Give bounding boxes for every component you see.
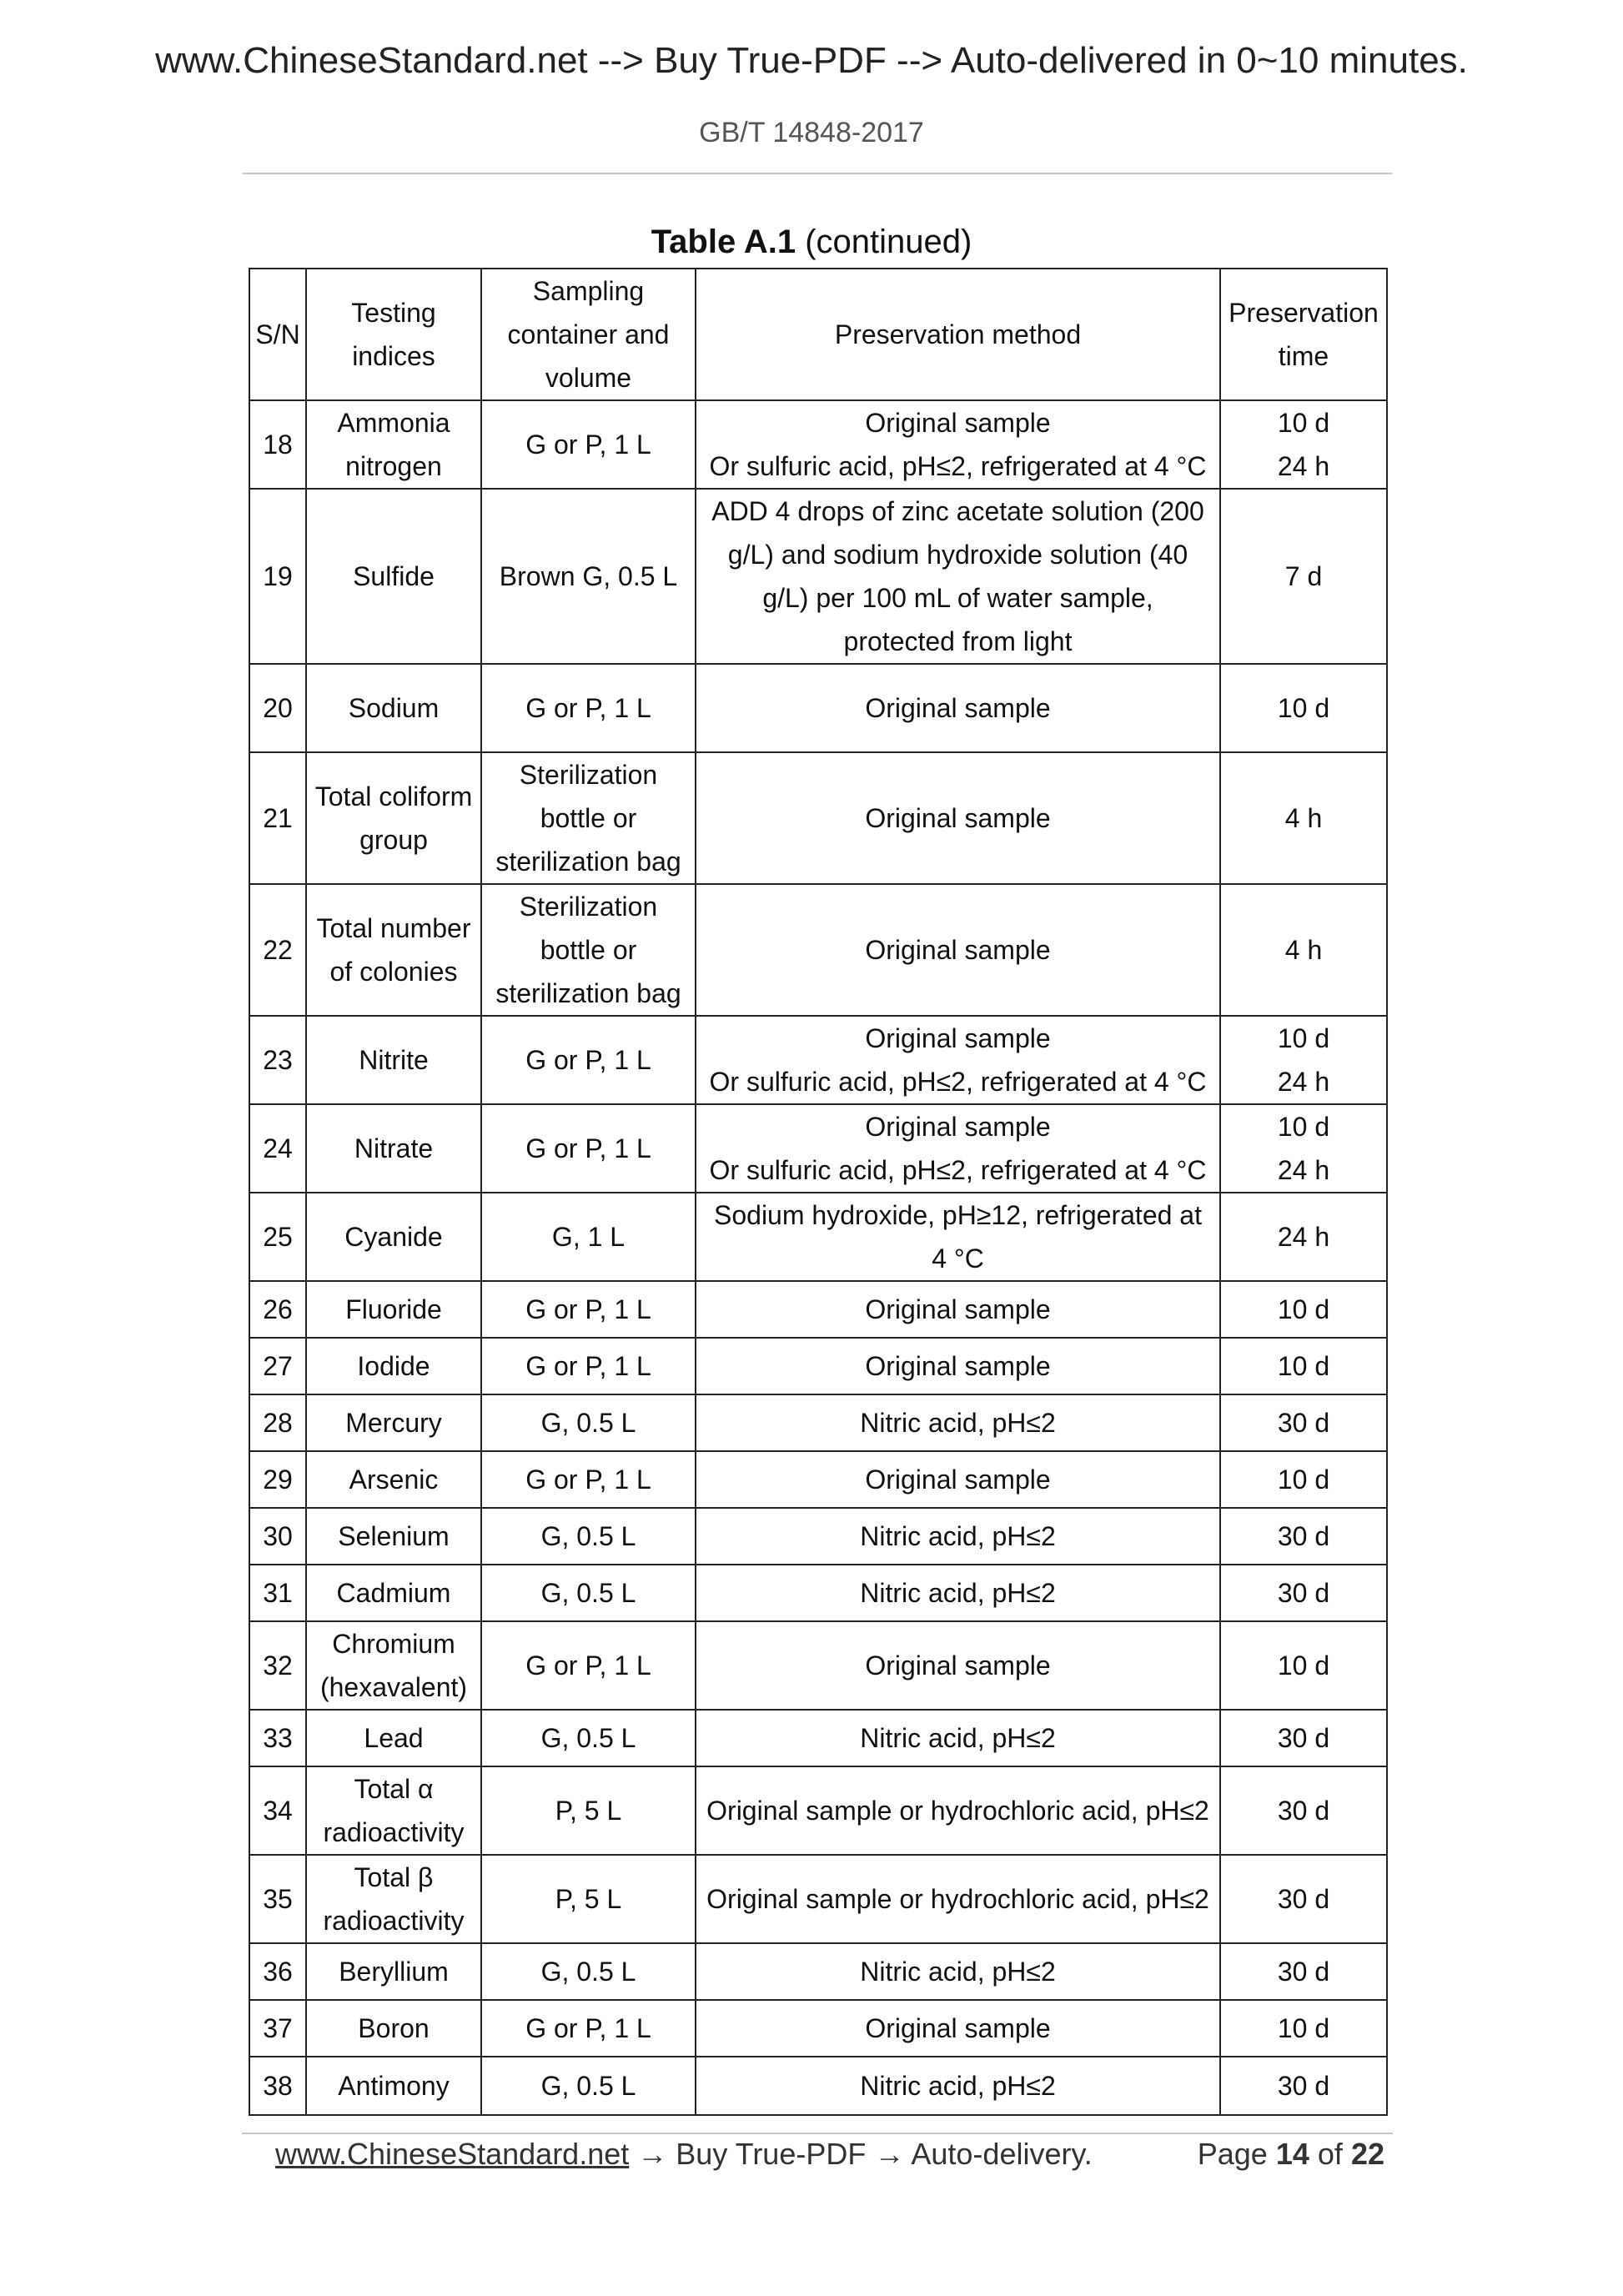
cell-preservation-method [696, 1281, 1220, 1338]
table-row [249, 1855, 1387, 1943]
cell-sampling-container-line: Brown G, 0.5 L [499, 561, 678, 591]
table-row [249, 1621, 1387, 1710]
cell-preservation-method [696, 489, 1220, 664]
cell-preservation-time [1220, 2000, 1387, 2057]
cell-sampling-container [481, 1281, 696, 1338]
cell-preservation-method-line: Original sample [865, 1023, 1051, 1053]
cell-preservation-method-line: Nitric acid, pH≤2 [860, 1578, 1056, 1608]
cell-sn: 32 [249, 1621, 306, 1710]
cell-testing-index [306, 664, 481, 752]
cell-preservation-time [1220, 1338, 1387, 1394]
page-indicator [1198, 2137, 1384, 2172]
footer-site-link[interactable]: www.ChineseStandard.net [275, 2137, 630, 2171]
table-row [249, 2057, 1387, 2115]
cell-sampling-container-line: G or P, 1 L [525, 693, 651, 723]
cell-sampling-container-line: G or P, 1 L [525, 1133, 651, 1163]
cell-preservation-method-line: Nitric acid, pH≤2 [860, 1957, 1056, 1987]
cell-preservation-method-line: Original sample [865, 803, 1051, 833]
cell-sn: 18 [249, 400, 306, 489]
cell-preservation-time-line: 30 d [1277, 1957, 1330, 1987]
cell-preservation-time [1220, 1621, 1387, 1710]
cell-preservation-time-line: 10 d [1277, 1650, 1330, 1681]
cell-preservation-method-line: Or sulfuric acid, pH≤2, refrigerated at 4 °C [709, 1067, 1207, 1097]
cell-testing-index-line: Total number [316, 913, 471, 943]
cell-testing-index-line: Beryllium [339, 1957, 449, 1987]
cell-preservation-method-line: Nitric acid, pH≤2 [860, 1723, 1056, 1753]
cell-sampling-container [481, 1338, 696, 1394]
cell-preservation-time [1220, 1451, 1387, 1508]
cell-sampling-container [481, 1766, 696, 1855]
table-row [249, 1281, 1387, 1338]
cell-preservation-time [1220, 1565, 1387, 1621]
cell-sampling-container-line: Sterilization [519, 760, 658, 790]
cell-preservation-method [696, 1508, 1220, 1565]
table-caption-bold: Table A.1 [651, 224, 796, 260]
cell-sampling-container-line: bottle or [540, 803, 637, 833]
cell-preservation-time-line: 4 h [1284, 803, 1323, 833]
cell-preservation-time-line: 10 d [1277, 2013, 1330, 2043]
cell-preservation-method [696, 1016, 1220, 1104]
cell-sampling-container [481, 1710, 696, 1766]
cell-testing-index [306, 1193, 481, 1281]
cell-testing-index-line: Sulfide [353, 561, 435, 591]
cell-preservation-time-line: 10 d [1277, 1351, 1330, 1381]
cell-preservation-method [696, 752, 1220, 884]
cell-preservation-method [696, 1710, 1220, 1766]
cell-preservation-time-line: 24 h [1277, 1067, 1330, 1097]
cell-testing-index [306, 1766, 481, 1855]
table-row [249, 752, 1387, 884]
cell-preservation-time-line: 10 d [1277, 408, 1330, 438]
header-preservation-time [1220, 269, 1387, 400]
cell-testing-index-line: Arsenic [349, 1465, 439, 1495]
cell-sn: 30 [249, 1508, 306, 1565]
cell-testing-index-line: Total α [354, 1774, 434, 1804]
cell-preservation-method-line: Original sample [865, 1465, 1051, 1495]
cell-preservation-time-line: 30 d [1277, 2071, 1330, 2101]
cell-testing-index-line: Iodide [357, 1351, 430, 1381]
cell-preservation-method [696, 1943, 1220, 2000]
cell-preservation-method-line: Original sample [865, 1112, 1051, 1142]
cell-testing-index-line: nitrogen [345, 451, 442, 481]
cell-testing-index [306, 1943, 481, 2000]
footer-delivery-text: Auto-delivery. [911, 2137, 1093, 2171]
cell-preservation-time [1220, 400, 1387, 489]
table-body [249, 400, 1387, 2115]
cell-preservation-time-line: 10 d [1277, 1112, 1330, 1142]
cell-preservation-method-line: Or sulfuric acid, pH≤2, refrigerated at 4 °C [709, 1155, 1207, 1185]
cell-sampling-container-line: G or P, 1 L [525, 1294, 651, 1324]
cell-testing-index [306, 1710, 481, 1766]
cell-testing-index [306, 1338, 481, 1394]
cell-preservation-time-line: 24 h [1277, 1222, 1330, 1252]
cell-sampling-container [481, 489, 696, 664]
header-indices-line: Testing [351, 298, 436, 328]
cell-testing-index-line: Fluoride [345, 1294, 442, 1324]
cell-sampling-container [481, 1451, 696, 1508]
footer-divider [242, 2133, 1393, 2134]
cell-sampling-container-line: G, 0.5 L [540, 1578, 636, 1608]
cell-testing-index [306, 1565, 481, 1621]
cell-sampling-container [481, 1394, 696, 1451]
cell-sampling-container-line: G or P, 1 L [525, 1465, 651, 1495]
cell-sampling-container-line: Sterilization [519, 892, 658, 922]
cell-preservation-method [696, 1193, 1220, 1281]
header-divider [242, 173, 1393, 174]
cell-testing-index [306, 400, 481, 489]
cell-testing-index [306, 2057, 481, 2115]
cell-sampling-container-line: G, 1 L [551, 1222, 626, 1252]
cell-testing-index-line: Lead [364, 1723, 424, 1753]
cell-preservation-time [1220, 1943, 1387, 2000]
cell-preservation-time [1220, 884, 1387, 1016]
cell-preservation-method [696, 1338, 1220, 1394]
page-of-label: of [1317, 2137, 1343, 2171]
cell-preservation-method [696, 1451, 1220, 1508]
cell-sn: 35 [249, 1855, 306, 1943]
cell-testing-index-line: Mercury [345, 1408, 442, 1438]
cell-sampling-container [481, 1855, 696, 1943]
cell-testing-index [306, 1508, 481, 1565]
header-time-line: time [1278, 341, 1329, 371]
cell-testing-index-line: Total β [354, 1862, 434, 1892]
cell-preservation-time [1220, 1193, 1387, 1281]
document-id: GB/T 14848-2017 [699, 117, 924, 148]
table-row [249, 1104, 1387, 1193]
cell-sn: 33 [249, 1710, 306, 1766]
cell-sn: 26 [249, 1281, 306, 1338]
cell-sampling-container-line: G, 0.5 L [540, 1957, 636, 1987]
table-row [249, 1193, 1387, 1281]
cell-sampling-container-line: sterilization bag [495, 978, 681, 1008]
cell-preservation-method [696, 1104, 1220, 1193]
cell-sampling-container [481, 752, 696, 884]
cell-preservation-time-line: 10 d [1277, 1294, 1330, 1324]
cell-sn: 22 [249, 884, 306, 1016]
cell-preservation-method-line: Or sulfuric acid, pH≤2, refrigerated at 4 °C [709, 451, 1207, 481]
header-testing-indices [306, 269, 481, 400]
cell-sn: 36 [249, 1943, 306, 2000]
table-row [249, 1338, 1387, 1394]
cell-testing-index-line: Total coliform [314, 781, 473, 811]
cell-testing-index [306, 1451, 481, 1508]
cell-preservation-time [1220, 2057, 1387, 2115]
cell-preservation-time-line: 24 h [1277, 1155, 1330, 1185]
cell-sampling-container-line: G, 0.5 L [540, 2071, 636, 2101]
cell-preservation-method [696, 1621, 1220, 1710]
header-banner: www.ChineseStandard.net --> Buy True-PDF --> Auto-delivered in 0~10 minutes. [155, 40, 1468, 81]
cell-preservation-time [1220, 489, 1387, 664]
page-footer [275, 2137, 1384, 2178]
cell-testing-index [306, 1104, 481, 1193]
cell-preservation-time [1220, 1710, 1387, 1766]
cell-preservation-time-line: 30 d [1277, 1884, 1330, 1914]
table-row [249, 1565, 1387, 1621]
cell-preservation-method-line: Original sample [865, 408, 1051, 438]
header-container-line: container and [507, 319, 670, 349]
cell-preservation-time [1220, 1104, 1387, 1193]
cell-preservation-time [1220, 1394, 1387, 1451]
cell-testing-index [306, 752, 481, 884]
cell-sampling-container [481, 1943, 696, 2000]
cell-preservation-method-line: protected from light [843, 626, 1073, 656]
cell-preservation-method-line: Original sample [865, 2013, 1051, 2043]
header-time-line: Preservation [1229, 298, 1379, 328]
cell-testing-index [306, 2000, 481, 2057]
arrow-icon: → [874, 2137, 905, 2171]
page-total: 22 [1350, 2137, 1384, 2171]
cell-preservation-method [696, 1394, 1220, 1451]
cell-testing-index-line: radioactivity [323, 1906, 465, 1936]
cell-preservation-method-line: Original sample [865, 693, 1051, 723]
cell-preservation-method-line: g/L) per 100 mL of water sample, [762, 583, 1153, 613]
cell-preservation-time-line: 10 d [1277, 1023, 1330, 1053]
cell-sn: 19 [249, 489, 306, 664]
cell-testing-index-line: Cadmium [336, 1578, 451, 1608]
header-sampling-container [481, 269, 696, 400]
cell-sn: 38 [249, 2057, 306, 2115]
cell-testing-index-line: Cyanide [344, 1222, 443, 1252]
cell-preservation-time-line: 30 d [1277, 1578, 1330, 1608]
cell-testing-index-line: group [359, 825, 428, 855]
cell-testing-index-line: Nitrate [354, 1133, 434, 1163]
cell-preservation-method-line: Original sample [865, 935, 1051, 965]
cell-sampling-container [481, 1508, 696, 1565]
cell-testing-index-line: Nitrite [359, 1045, 429, 1075]
cell-preservation-method [696, 1855, 1220, 1943]
cell-sn: 29 [249, 1451, 306, 1508]
cell-preservation-method-line: g/L) and sodium hydroxide solution (40 [727, 540, 1188, 570]
cell-sampling-container [481, 1193, 696, 1281]
sampling-table [249, 268, 1388, 2116]
cell-testing-index [306, 884, 481, 1016]
cell-sampling-container-line: G, 0.5 L [540, 1723, 636, 1753]
cell-preservation-time [1220, 1855, 1387, 1943]
cell-preservation-time-line: 7 d [1284, 561, 1323, 591]
header-sn: S/N [249, 269, 306, 400]
cell-sampling-container [481, 2057, 696, 2115]
cell-testing-index-line: radioactivity [323, 1817, 465, 1847]
footer-buy-text: Buy True-PDF [676, 2137, 867, 2171]
header-container-line: volume [545, 363, 632, 393]
cell-sampling-container [481, 884, 696, 1016]
cell-sampling-container [481, 1104, 696, 1193]
cell-testing-index-line: Selenium [338, 1521, 450, 1551]
table-row [249, 489, 1387, 664]
cell-sampling-container [481, 1016, 696, 1104]
cell-preservation-time-line: 30 d [1277, 1723, 1330, 1753]
cell-testing-index [306, 1394, 481, 1451]
table-row [249, 1451, 1387, 1508]
cell-sampling-container-line: P, 5 L [555, 1796, 622, 1826]
cell-preservation-time-line: 10 d [1277, 1465, 1330, 1495]
cell-preservation-time [1220, 664, 1387, 752]
cell-preservation-time-line: 30 d [1277, 1521, 1330, 1551]
cell-preservation-method-line: Nitric acid, pH≤2 [860, 1408, 1056, 1438]
cell-sampling-container-line: G or P, 1 L [525, 2013, 651, 2043]
table-caption-rest: (continued) [796, 224, 972, 260]
cell-sn: 24 [249, 1104, 306, 1193]
cell-testing-index [306, 489, 481, 664]
cell-sn: 31 [249, 1565, 306, 1621]
cell-testing-index-line: (hexavalent) [319, 1672, 468, 1702]
cell-testing-index-line: Sodium [348, 693, 440, 723]
cell-sn: 34 [249, 1766, 306, 1855]
cell-preservation-method-line: Sodium hydroxide, pH≥12, refrigerated at [714, 1200, 1202, 1230]
header-container-line: Sampling [532, 276, 645, 306]
cell-preservation-time [1220, 1281, 1387, 1338]
cell-testing-index-line: Ammonia [337, 408, 450, 438]
table-row [249, 884, 1387, 1016]
cell-preservation-method-line: Nitric acid, pH≤2 [860, 2071, 1056, 2101]
cell-sampling-container-line: G, 0.5 L [540, 1521, 636, 1551]
cell-sampling-container-line: P, 5 L [555, 1884, 622, 1914]
cell-preservation-method-line: Original sample [865, 1650, 1051, 1681]
cell-sampling-container-line: G, 0.5 L [540, 1408, 636, 1438]
cell-preservation-method-line: Original sample [865, 1294, 1051, 1324]
cell-sampling-container [481, 664, 696, 752]
cell-sampling-container [481, 400, 696, 489]
cell-preservation-method [696, 1565, 1220, 1621]
table-row [249, 1943, 1387, 2000]
cell-preservation-method-line: Nitric acid, pH≤2 [860, 1521, 1056, 1551]
cell-testing-index [306, 1855, 481, 1943]
arrow-icon: → [637, 2137, 668, 2171]
table-row [249, 1766, 1387, 1855]
cell-sampling-container-line: G or P, 1 L [525, 1351, 651, 1381]
cell-preservation-method [696, 884, 1220, 1016]
cell-testing-index-line: Antimony [338, 2071, 450, 2101]
cell-preservation-method [696, 2057, 1220, 2115]
cell-testing-index [306, 1016, 481, 1104]
cell-preservation-method-line: ADD 4 drops of zinc acetate solution (200 [711, 496, 1204, 526]
cell-sn: 27 [249, 1338, 306, 1394]
cell-sampling-container [481, 1621, 696, 1710]
header-indices-line: indices [352, 341, 435, 371]
cell-preservation-method-line: 4 °C [932, 1243, 984, 1274]
cell-sn: 21 [249, 752, 306, 884]
cell-preservation-time-line: 24 h [1277, 451, 1330, 481]
cell-sn: 20 [249, 664, 306, 752]
table-row [249, 2000, 1387, 2057]
cell-preservation-method [696, 664, 1220, 752]
cell-preservation-time [1220, 1766, 1387, 1855]
cell-preservation-method-line: Original sample [865, 1351, 1051, 1381]
cell-sampling-container [481, 2000, 696, 2057]
page-label: Page [1197, 2137, 1268, 2171]
cell-sampling-container-line: sterilization bag [495, 847, 681, 877]
cell-sampling-container [481, 1565, 696, 1621]
table-row [249, 400, 1387, 489]
footer-left [275, 2137, 1093, 2172]
cell-sn: 37 [249, 2000, 306, 2057]
cell-preservation-method [696, 2000, 1220, 2057]
cell-preservation-time [1220, 1016, 1387, 1104]
table-row [249, 1016, 1387, 1104]
header-preservation-method: Preservation method [696, 269, 1220, 400]
page-number: 14 [1275, 2137, 1309, 2171]
cell-preservation-method-line: Original sample or hydrochloric acid, pH≤2 [706, 1884, 1209, 1914]
table-row [249, 1710, 1387, 1766]
cell-testing-index-line: of colonies [329, 957, 458, 987]
cell-preservation-time-line: 10 d [1277, 693, 1330, 723]
cell-sn: 25 [249, 1193, 306, 1281]
table-caption [0, 224, 1623, 261]
cell-testing-index [306, 1281, 481, 1338]
cell-testing-index-line: Boron [358, 2013, 430, 2043]
table-row [249, 1508, 1387, 1565]
cell-sn: 28 [249, 1394, 306, 1451]
cell-preservation-method [696, 1766, 1220, 1855]
cell-preservation-time-line: 30 d [1277, 1796, 1330, 1826]
cell-preservation-time [1220, 1508, 1387, 1565]
table-row [249, 664, 1387, 752]
cell-testing-index-line: Chromium [332, 1629, 455, 1659]
cell-sn: 23 [249, 1016, 306, 1104]
cell-preservation-time-line: 4 h [1284, 935, 1323, 965]
table-row [249, 1394, 1387, 1451]
table-header-row [249, 269, 1387, 400]
cell-sampling-container-line: bottle or [540, 935, 637, 965]
cell-sampling-container-line: G or P, 1 L [525, 430, 651, 460]
cell-preservation-time-line: 30 d [1277, 1408, 1330, 1438]
cell-preservation-method [696, 400, 1220, 489]
cell-sampling-container-line: G or P, 1 L [525, 1045, 651, 1075]
cell-sampling-container-line: G or P, 1 L [525, 1650, 651, 1681]
cell-preservation-time [1220, 752, 1387, 884]
cell-preservation-method-line: Original sample or hydrochloric acid, pH≤2 [706, 1796, 1209, 1826]
cell-testing-index [306, 1621, 481, 1710]
